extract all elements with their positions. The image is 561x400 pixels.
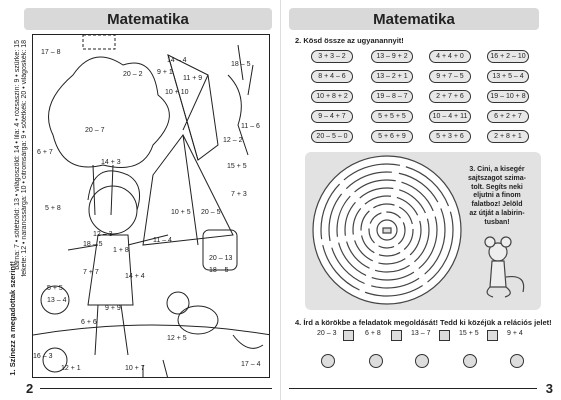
expression-label: 16 – 3 (33, 353, 53, 360)
answer-circle[interactable] (321, 354, 335, 368)
color-key-line: barna: 7 • sötétzöld: 13 • világoszöld: 14 • lila: 4 • rózsaszín: 9 • szürke: 15 (14, 40, 21, 270)
expression-card[interactable]: 4 + 4 + 0 (429, 50, 471, 63)
expression-card[interactable]: 5 + 3 + 6 (429, 130, 471, 143)
expression-label: 14 – 4 (167, 57, 187, 64)
expression-label: 7 + 7 (83, 269, 99, 276)
relation-expression: 9 + 4 (507, 330, 523, 337)
right-page (281, 0, 561, 400)
expression-card[interactable]: 10 + 8 + 2 (311, 90, 353, 103)
expression-label: 7 + 3 (231, 191, 247, 198)
expression-label: 11 + 9 (183, 75, 203, 82)
expression-label: 20 – 13 (209, 255, 233, 262)
relation-sign-box[interactable] (391, 330, 402, 341)
instruction-line: sajtszagot szima- (468, 174, 526, 182)
page-title: Matematika (24, 8, 272, 30)
expression-label: 15 + 5 (227, 163, 247, 170)
expression-label: 10 + 7 (125, 365, 145, 372)
footer-rule (40, 388, 272, 389)
color-key-line: fekete: 12 • narancssárga: 10 • citromsárga: 9 • sötétkék: 20 • világoskék: 18 (21, 40, 28, 277)
expression-card[interactable]: 9 + 7 – 5 (429, 70, 471, 83)
expression-label: 14 + 4 (125, 273, 145, 280)
instruction-line: 3. Cini, a kisegér (469, 166, 525, 173)
expression-card[interactable]: 3 + 3 – 2 (311, 50, 353, 63)
page-number: 3 (545, 381, 553, 396)
task-3-instruction (455, 166, 539, 227)
page-number: 2 (26, 381, 34, 396)
answer-circle[interactable] (510, 354, 524, 368)
expression-label: 6 + 7 (37, 149, 53, 156)
expression-label: 9 + 9 (105, 305, 121, 312)
relation-expression: 6 + 8 (365, 330, 381, 337)
answer-circle[interactable] (369, 354, 383, 368)
expression-card[interactable]: 5 + 6 + 9 (371, 130, 413, 143)
expression-label: 10 + 5 (171, 209, 191, 216)
task-1-instruction: 1. Színezz a megadottak szerint! (8, 261, 17, 376)
instruction-line: eljutni a finom (473, 192, 521, 200)
expression-label: 14 + 3 (101, 159, 121, 166)
expression-label: 13 – 4 (47, 297, 67, 304)
expression-card[interactable]: 13 + 5 – 4 (487, 70, 529, 83)
instruction-line: falatboz! Jelöld (471, 201, 523, 208)
expression-label: 12 – 3 (93, 231, 113, 238)
expression-label: 10 + 10 (165, 89, 189, 96)
relation-sign-box[interactable] (487, 330, 498, 341)
expression-label: 12 – 2 (223, 137, 243, 144)
footer-rule (289, 388, 537, 389)
expression-card[interactable]: 13 – 2 + 1 (371, 70, 413, 83)
relation-expression: 15 + 5 (459, 330, 479, 337)
expression-card[interactable]: 9 – 4 + 7 (311, 110, 353, 123)
expression-card[interactable]: 19 – 10 + 8 (487, 90, 529, 103)
expression-label: 11 – 4 (153, 237, 172, 244)
instruction-line: az útját a labirin- (469, 209, 525, 217)
expression-label: 20 – 7 (85, 127, 105, 134)
instruction-line: tolt. Segíts neki (471, 183, 523, 191)
expression-label: 20 – 2 (123, 71, 143, 78)
expression-label: 17 – 4 (241, 361, 261, 368)
expression-label: 5 + 8 (45, 205, 61, 212)
expression-card[interactable]: 2 + 8 + 1 (487, 130, 529, 143)
expression-card[interactable]: 8 + 4 – 6 (311, 70, 353, 83)
coloring-picture (32, 34, 270, 378)
expression-card[interactable]: 5 + 5 + 5 (371, 110, 413, 123)
page-title: Matematika (289, 8, 539, 30)
expression-label: 20 – 5 (201, 209, 221, 216)
expression-label: 12 + 1 (61, 365, 81, 372)
expression-card[interactable]: 6 + 2 + 7 (487, 110, 529, 123)
expression-label: 11 – 6 (241, 123, 260, 130)
expression-card[interactable]: 13 – 9 + 2 (371, 50, 413, 63)
instruction-line: tusban! (484, 218, 510, 226)
answer-circle[interactable] (463, 354, 477, 368)
expression-label: 18 – 5 (83, 241, 103, 248)
expression-card[interactable]: 19 – 8 – 7 (371, 90, 413, 103)
expression-card[interactable]: 2 + 7 + 6 (429, 90, 471, 103)
left-page (0, 0, 280, 400)
expression-card[interactable]: 16 + 2 – 10 (487, 50, 529, 63)
expression-label: 17 – 8 (41, 49, 61, 56)
expression-label: 5 + 5 (47, 285, 63, 292)
expression-label: 12 + 5 (167, 335, 187, 342)
expression-label: 1 + 8 (113, 247, 129, 254)
task-4-instruction: 4. Írd a körökbe a feladatok megoldását! Tedd ki közéjük a relációs jelet! (295, 318, 552, 327)
answer-circle[interactable] (415, 354, 429, 368)
expression-card[interactable]: 10 – 4 + 11 (429, 110, 471, 123)
relation-sign-box[interactable] (343, 330, 354, 341)
expression-label: 18 – 5 (209, 267, 229, 274)
expression-label: 9 + 1 (157, 69, 173, 76)
coloring-illustration (33, 35, 270, 378)
relation-expression: 13 – 7 (411, 330, 431, 337)
relation-expression: 20 – 3 (317, 330, 337, 337)
relation-sign-box[interactable] (439, 330, 450, 341)
expression-label: 18 – 5 (231, 61, 251, 68)
expression-card[interactable]: 20 – 5 – 0 (311, 130, 353, 143)
task-2-instruction: 2. Kösd össze az ugyanannyit! (295, 36, 404, 45)
expression-label: 6 + 6 (81, 319, 97, 326)
